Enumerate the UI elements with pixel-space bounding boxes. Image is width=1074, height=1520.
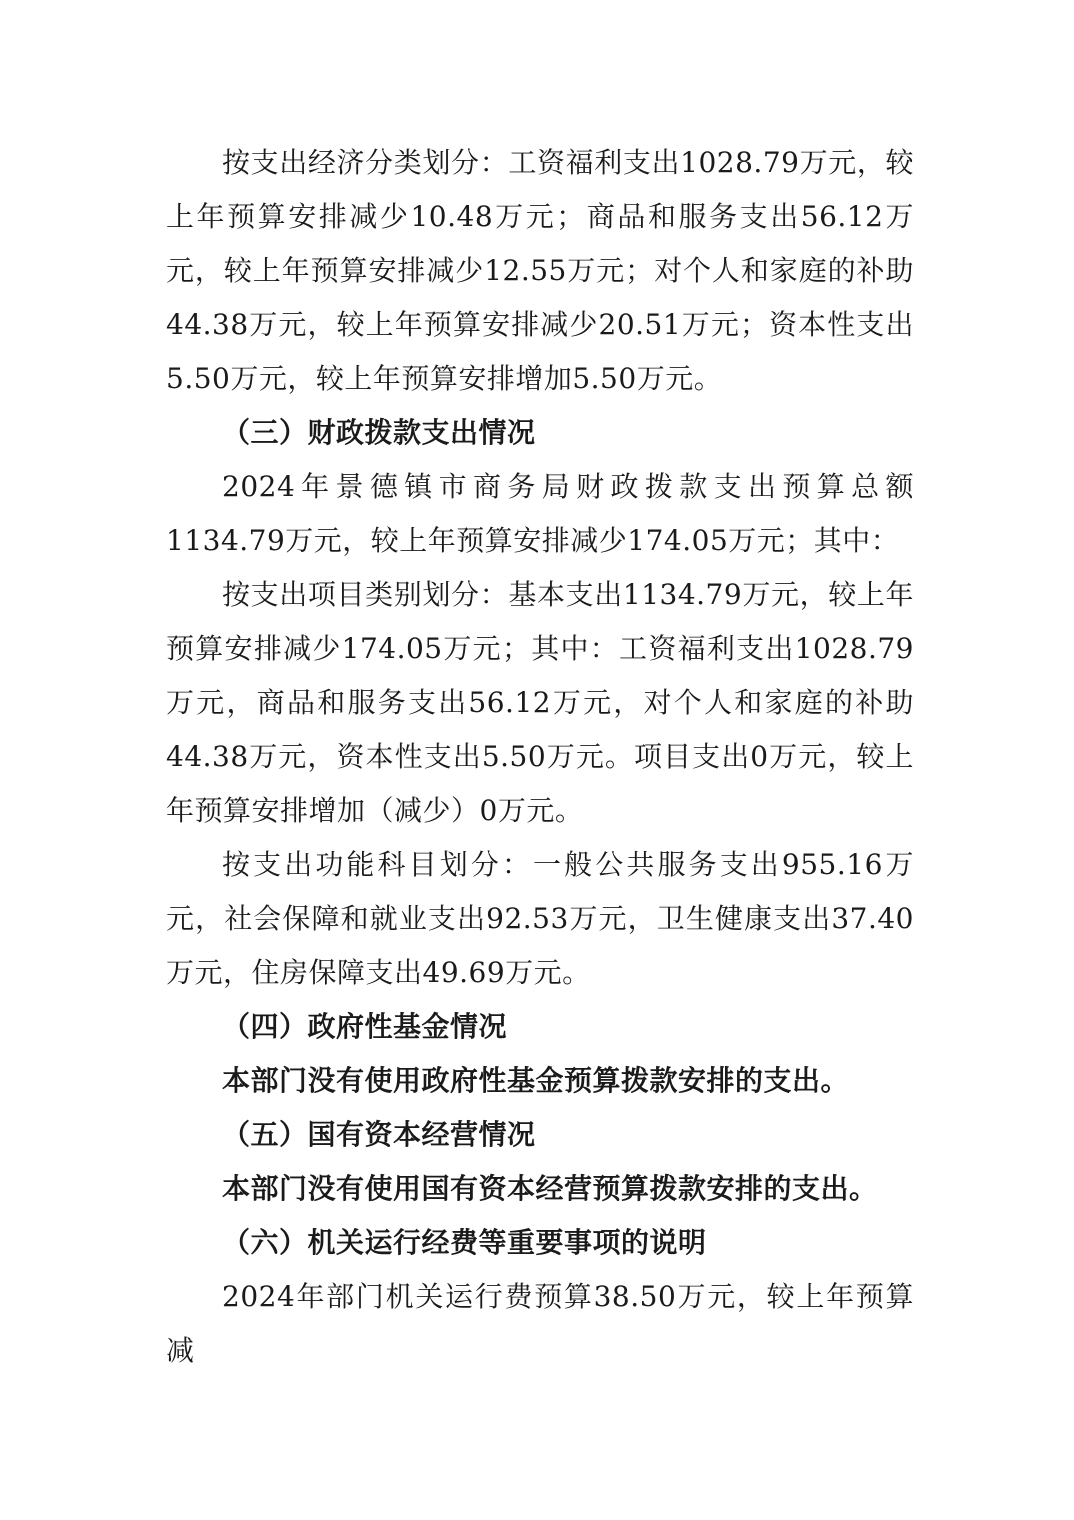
heading-government-funds: （四）政府性基金情况 bbox=[222, 1010, 508, 1043]
paragraph-total-appropriation: 2024年景德镇市商务局财政拨款支出预算总额1134.79万元，较上年预算安排减少174.05万元；其中： bbox=[166, 470, 914, 557]
heading-fiscal-appropriation-expenditure: （三）财政拨款支出情况 bbox=[222, 416, 536, 449]
paragraph-functional-classification: 按支出功能科目划分：一般公共服务支出955.16万元，社会保障和就业支出92.53万元，卫生健康支出37.40万元，住房保障支出49.69万元。 bbox=[166, 848, 914, 989]
document-body bbox=[166, 136, 914, 1378]
paragraph-government-funds-note: 本部门没有使用政府性基金预算拨款安排的支出。 bbox=[222, 1064, 850, 1097]
paragraph-project-category: 按支出项目类别划分：基本支出1134.79万元，较上年预算安排减少174.05万元；其中：工资福利支出1028.79万元，商品和服务支出56.12万元，对个人和家庭的补助44.38万元，资本性支出5.50万元。项目支出0万元，较上年预算安排增加（减少）0万元。 bbox=[166, 578, 914, 827]
paragraph-operating-expenses: 2024年部门机关运行费预算38.50万元，较上年预算减 bbox=[166, 1280, 914, 1367]
heading-operating-expenses: （六）机关运行经费等重要事项的说明 bbox=[222, 1226, 707, 1259]
paragraph-state-capital-note: 本部门没有使用国有资本经营预算拨款安排的支出。 bbox=[222, 1172, 878, 1205]
paragraph-economic-classification: 按支出经济分类划分：工资福利支出1028.79万元，较上年预算安排减少10.48万元；商品和服务支出56.12万元，较上年预算安排减少12.55万元；对个人和家庭的补助44.38万元，较上年预算安排减少20.51万元；资本性支出5.50万元，较上年预算安排增加5.50万元。 bbox=[166, 146, 914, 395]
heading-state-capital-operations: （五）国有资本经营情况 bbox=[222, 1118, 536, 1151]
